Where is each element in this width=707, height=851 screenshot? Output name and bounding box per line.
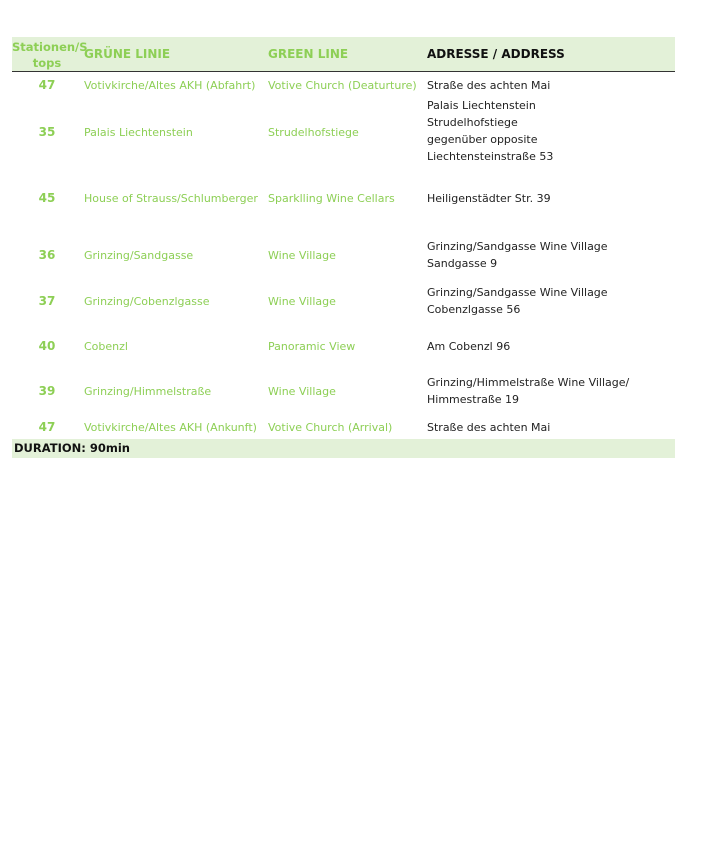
stop-number: 35 [38,125,56,139]
stop-address [427,374,629,408]
stop-name-de: Votivkirche/Altes AKH (Ankunft) [84,421,257,434]
stop-address [427,419,550,436]
stop-name-de: Votivkirche/Altes AKH (Abfahrt) [84,79,256,92]
stop-number: 47 [38,78,56,92]
stop-address [427,190,551,207]
stop-address [427,77,550,94]
stop-address [427,284,608,318]
address-line: Liechtensteinstraße 53 [427,150,554,163]
address-line: Cobenzlgasse 56 [427,303,521,316]
table-header [12,37,675,72]
address-line: Palais Liechtenstein [427,99,536,112]
address-line: Strudelhofstiege [427,116,518,129]
stop-number: 36 [38,248,56,262]
duration-bar [12,439,675,458]
route-table [12,37,675,455]
stop-address [427,338,510,355]
stop-name-de: Cobenzl [84,340,128,353]
stop-name-de: Grinzing/Cobenzlgasse [84,295,210,308]
stop-name-en: Strudelhofstiege [268,126,359,139]
address-line: Grinzing/Sandgasse Wine Village [427,286,608,299]
stop-name-en: Votive Church (Deaturture) [268,79,417,92]
stop-address [427,238,608,272]
address-line: Straße des achten Mai [427,79,551,92]
stop-name-en: Sparklling Wine Cellars [268,192,395,205]
address-line: Himmestraße 19 [427,393,520,406]
stop-number: 45 [38,191,56,205]
stop-name-de: Grinzing/Sandgasse [84,249,194,262]
duration-label: DURATION: 90min [14,441,130,455]
address-line: Grinzing/Sandgasse Wine Village [427,240,608,253]
stop-name-de: House of Strauss/Schlumberger [84,192,258,205]
address-line: Grinzing/Himmelstraße Wine Village/ [427,376,630,389]
stop-name-en: Wine Village [268,295,336,308]
address-line: Heiligenstädter Str. 39 [427,192,551,205]
stop-name-en: Panoramic View [268,340,356,353]
header-green-line: GREEN LINE [268,47,349,61]
stop-name-en: Votive Church (Arrival) [268,421,393,434]
stop-number: 47 [38,420,56,434]
stop-number: 40 [38,339,56,353]
address-line: Am Cobenzl 96 [427,340,511,353]
header-stops: Stationen/S tops [12,40,88,70]
stop-name-de: Palais Liechtenstein [84,126,193,139]
stop-name-de: Grinzing/Himmelstraße [84,385,212,398]
stop-number: 39 [38,384,56,398]
stop-name-en: Wine Village [268,249,336,262]
header-address: ADRESSE / ADDRESS [427,47,565,61]
stop-name-en: Wine Village [268,385,336,398]
address-line: gegenüber opposite [427,133,538,146]
stop-number: 37 [38,294,56,308]
stop-address [427,97,553,165]
address-line: Straße des achten Mai [427,421,551,434]
address-line: Sandgasse 9 [427,257,498,270]
header-gruene-linie: GRÜNE LINIE [84,47,171,61]
